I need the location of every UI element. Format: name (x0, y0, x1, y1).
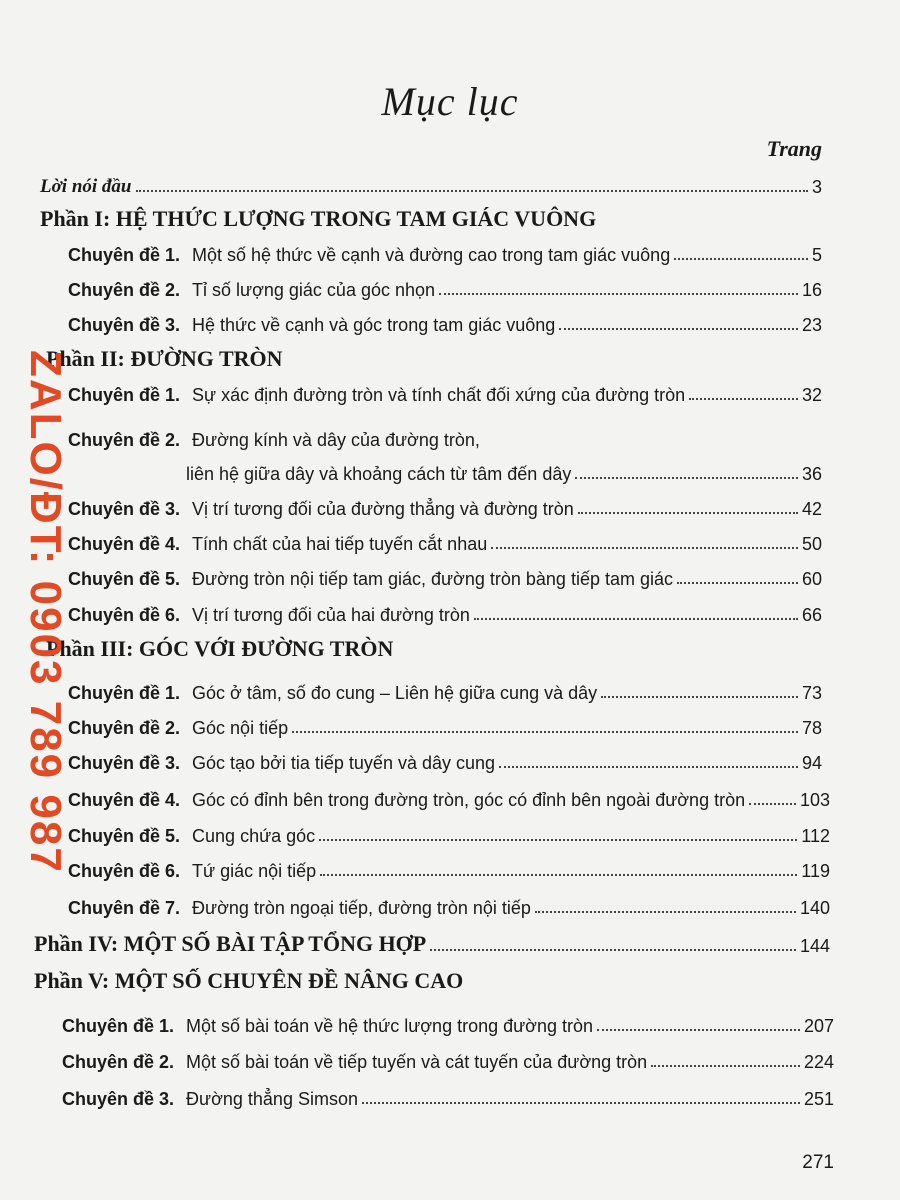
entry-label: Chuyên đề 5. (68, 826, 181, 846)
entry-label: Chuyên đề 1. (68, 245, 181, 265)
toc-entry (68, 419, 822, 451)
part-title: Phần II: ĐƯỜNG TRÒN (46, 346, 283, 371)
page-ref: 78 (801, 718, 822, 738)
entry-label: Chuyên đề 4. (68, 790, 181, 810)
leader-dots (535, 911, 796, 913)
page-ref: 207 (803, 1016, 834, 1036)
leader-dots (749, 803, 796, 805)
leader-dots (578, 512, 798, 514)
leader-dots (597, 1029, 800, 1031)
toc-entry (68, 374, 822, 406)
entry-title: Góc ở tâm, số đo cung – Liên hệ giữa cung và dây (192, 683, 598, 703)
part-heading (46, 340, 822, 372)
toc-entry (68, 594, 822, 626)
leader-dots (439, 293, 798, 295)
page-ref: 140 (799, 898, 830, 918)
toc-entry (68, 234, 822, 266)
entry-title: Vị trí tương đối của hai đường tròn (192, 605, 470, 625)
entry-label: Chuyên đề 2. (68, 718, 181, 738)
entry-title: Góc nội tiếp (192, 718, 289, 738)
page-number: 271 (802, 1152, 834, 1173)
contact-watermark: ZALO/ĐT: 0903 789 987 (21, 350, 70, 874)
page-ref: 50 (801, 534, 822, 554)
page-column-header: Trang (766, 136, 822, 161)
leader-dots (136, 190, 808, 192)
entry-title: Góc tạo bởi tia tiếp tuyến và dây cung (192, 753, 496, 773)
leader-dots (430, 949, 796, 951)
entry-title: Góc có đỉnh bên trong đường tròn, góc có đỉnh bên ngoài đường tròn (192, 790, 746, 810)
entry-title: Một số bài toán về hệ thức lượng trong đường tròn (186, 1016, 594, 1036)
toc-entry-continuation (186, 453, 822, 485)
page-ref: 144 (799, 936, 830, 956)
leader-dots (292, 731, 798, 733)
toc-entry (68, 850, 830, 882)
entry-label: Chuyên đề 2. (68, 430, 181, 450)
page-ref: 73 (801, 683, 822, 703)
toc-entry (62, 1078, 834, 1110)
leader-dots (559, 328, 798, 330)
entry-label: Chuyên đề 6. (68, 861, 181, 881)
toc-intro-row (40, 166, 822, 198)
entry-title: Tứ giác nội tiếp (192, 861, 317, 881)
entry-title: Đường kính và dây của đường tròn, (192, 430, 480, 450)
entry-title: Cung chứa góc (192, 826, 316, 846)
page-ref: 119 (801, 861, 830, 881)
leader-dots (689, 398, 798, 400)
entry-label: Chuyên đề 2. (68, 280, 181, 300)
part-title: Phần I: HỆ THỨC LƯỢNG TRONG TAM GIÁC VUÔNG (40, 206, 597, 231)
part-heading (40, 200, 822, 232)
leader-dots (601, 696, 798, 698)
toc-entry (68, 672, 822, 704)
toc-entry (68, 779, 830, 811)
entry-label: Chuyên đề 3. (62, 1089, 175, 1109)
toc-entry (68, 742, 822, 774)
entry-label: Chuyên đề 6. (68, 605, 181, 625)
entry-label: Chuyên đề 5. (68, 569, 181, 589)
entry-label: Chuyên đề 3. (68, 315, 181, 335)
page-ref: 32 (801, 385, 822, 405)
part-title: Phần V: MỘT SỐ CHUYÊN ĐỀ NÂNG CAO (34, 968, 464, 993)
page-ref: 36 (801, 464, 822, 484)
toc-entry (68, 304, 822, 336)
toc-entry (68, 815, 830, 847)
page-ref: 251 (803, 1089, 834, 1109)
page-ref: 224 (803, 1052, 834, 1072)
toc-entry (68, 488, 822, 520)
entry-label: Chuyên đề 1. (68, 683, 181, 703)
page-ref: 112 (801, 826, 830, 846)
leader-dots (575, 477, 798, 479)
entry-title: Sự xác định đường tròn và tính chất đối xứng của đường tròn (192, 385, 686, 405)
leader-dots (491, 547, 798, 549)
leader-dots (474, 618, 798, 620)
entry-title: Một số hệ thức về cạnh và đường cao trong tam giác vuông (192, 245, 671, 265)
page-ref: 103 (799, 790, 830, 810)
page-ref: 3 (811, 177, 822, 197)
toc-entry (68, 887, 830, 919)
leader-dots (319, 839, 797, 841)
toc-entry (68, 523, 822, 555)
part-heading (46, 630, 822, 662)
page-ref: 42 (801, 499, 822, 519)
toc-entry (62, 1041, 834, 1073)
entry-title: Hệ thức về cạnh và góc trong tam giác vuông (192, 315, 556, 335)
entry-label: Chuyên đề 3. (68, 499, 181, 519)
part-title: Phần IV: MỘT SỐ BÀI TẬP TỔNG HỢP (34, 931, 427, 956)
entry-label: Chuyên đề 1. (68, 385, 181, 405)
page-ref: 60 (801, 569, 822, 589)
entry-label: Chuyên đề 4. (68, 534, 181, 554)
page-ref: 5 (811, 245, 822, 265)
leader-dots (499, 766, 798, 768)
toc-entry (62, 1005, 834, 1037)
entry-title: Một số bài toán về tiếp tuyến và cát tuyến của đường tròn (186, 1052, 648, 1072)
part-title: Phần III: GÓC VỚI ĐƯỜNG TRÒN (46, 636, 394, 661)
page-ref: 66 (801, 605, 822, 625)
entry-label: Chuyên đề 2. (62, 1052, 175, 1072)
page-ref: 16 (801, 280, 822, 300)
toc-entry (68, 707, 822, 739)
entry-label: Chuyên đề 3. (68, 753, 181, 773)
toc-entry (68, 558, 822, 590)
page-ref: 94 (801, 753, 822, 773)
entry-label: Chuyên đề 1. (62, 1016, 175, 1036)
leader-dots (674, 258, 808, 260)
leader-dots (362, 1102, 800, 1104)
leader-dots (651, 1065, 800, 1067)
leader-dots (677, 582, 798, 584)
entry-title-continued: liên hệ giữa dây và khoảng cách từ tâm đến dây (186, 464, 572, 484)
part-heading (34, 962, 830, 994)
entry-title: Đường tròn ngoại tiếp, đường tròn nội tiếp (192, 898, 531, 918)
entry-title: Đường tròn nội tiếp tam giác, đường tròn bàng tiếp tam giác (192, 569, 673, 589)
entry-label: Chuyên đề 7. (68, 898, 181, 918)
part-heading (34, 925, 830, 957)
entry-title: Vị trí tương đối của đường thẳng và đường tròn (192, 499, 574, 519)
entry-title: Tính chất của hai tiếp tuyến cắt nhau (192, 534, 488, 554)
leader-dots (320, 874, 797, 876)
entry-title: Đường thẳng Simson (186, 1089, 358, 1109)
entry-title: Tỉ số lượng giác của góc nhọn (192, 280, 436, 300)
toc-entry (68, 269, 822, 301)
intro-label: Lời nói đầu (40, 176, 132, 197)
page-title: Mục lục (381, 79, 519, 124)
page-ref: 23 (801, 315, 822, 335)
